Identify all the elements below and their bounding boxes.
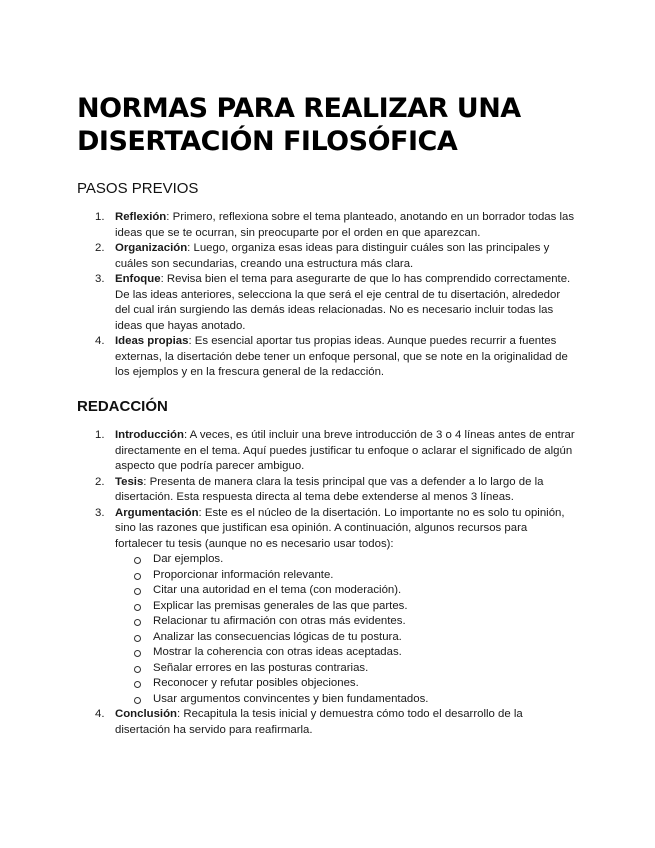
item-term: Introducción (115, 429, 184, 441)
list-item (95, 334, 577, 381)
sub-list-item (153, 614, 577, 630)
sub-list-item (153, 692, 577, 708)
sub-item-text: Reconocer y refutar posibles objeciones. (153, 677, 359, 689)
item-term: Reflexión (115, 211, 167, 223)
sub-item-text: Señalar errores en las posturas contrarias. (153, 661, 369, 674)
item-text: : Primero, reflexiona sobre el tema planteado, anotando en un borrador todas las ideas que se te ocurran, sin preocuparte por el orden en que aparezcan. (115, 211, 575, 239)
circle-bullet-icon (134, 681, 141, 688)
item-text: : Este es el núcleo de la disertación. Lo importante no es solo tu opinión, sino las razones que justifican esa opinión. A continuación, algunos recursos para fortalecer tu tesis (aunque no es necesario usar todos): (115, 506, 565, 550)
section-heading-pasos-previos: PASOS PREVIOS (77, 180, 199, 197)
sub-list-item (153, 552, 577, 568)
sub-list-item (153, 599, 577, 615)
sub-item-text: Proporcionar información relevante. (153, 568, 334, 581)
item-number: 1. (95, 211, 105, 223)
item-number: 3. (95, 273, 105, 285)
sub-item-text: Usar argumentos convincentes y bien fundamentados. (153, 692, 429, 705)
item-text: : Es esencial aportar tus propias ideas. Aunque puedes recurrir a fuentes externas, la disertación debe tener un enfoque personal, que se note en la originalidad de los ejemplos y en la frescura general de la redacción. (115, 335, 568, 378)
circle-bullet-icon (134, 635, 141, 642)
item-number: 2. (95, 242, 105, 254)
list-item (95, 428, 577, 475)
list-item (95, 210, 577, 241)
section-heading-redaccion: REDACCIÓN (77, 398, 168, 415)
sub-list-item (153, 676, 577, 692)
item-text: : Recapitula la tesis inicial y demuestra cómo todo el desarrollo de la disertación ha servido para reafirmarla. (115, 708, 523, 736)
item-number: 1. (95, 429, 105, 441)
circle-bullet-icon (134, 666, 141, 673)
item-term: Argumentación (115, 506, 199, 519)
item-text: : Revisa bien el tema para asegurarte de que lo has comprendido correctamente. De las ideas anteriores, selecciona la que será el eje central de tu disertación, alrededor del cual irán surgiendo las demás ideas relacionadas. No es necesario incluir todas las ideas que hayas anotado. (115, 273, 571, 332)
list-item (95, 707, 577, 738)
circle-bullet-icon (134, 619, 141, 626)
circle-bullet-icon (134, 588, 141, 595)
circle-bullet-icon (134, 573, 141, 580)
sub-item-text: Explicar las premisas generales de las que partes. (153, 599, 408, 612)
document-title: NORMAS PARA REALIZAR UNA DISERTACIÓN FILOSÓFICA (77, 93, 521, 157)
item-number: 2. (95, 475, 105, 488)
circle-bullet-icon (134, 604, 141, 611)
item-term: Enfoque (115, 273, 161, 285)
sub-list-item (153, 568, 577, 584)
sub-item-text: Dar ejemplos. (153, 553, 224, 565)
item-number: 4. (95, 708, 105, 720)
sub-item-text: Analizar las consecuencias lógicas de tu postura. (153, 630, 402, 643)
sub-item-text: Relacionar tu afirmación con otras más evidentes. (153, 615, 406, 627)
argument-resources-list (115, 552, 577, 707)
sub-list-item (153, 583, 577, 599)
list-item (95, 506, 577, 708)
item-term: Ideas propias (115, 335, 189, 347)
item-number: 4. (95, 335, 105, 347)
item-number: 3. (95, 506, 105, 519)
sub-item-text: Citar una autoridad en el tema (con moderación). (153, 584, 402, 596)
sub-list-item (153, 645, 577, 661)
item-text: : Presenta de manera clara la tesis principal que vas a defender a lo largo de la disertación. Esta respuesta directa al tema debe extenderse al menos 3 líneas. (115, 475, 544, 503)
item-term: Tesis (115, 475, 144, 488)
circle-bullet-icon (134, 697, 141, 704)
item-term: Organización (115, 242, 188, 254)
circle-bullet-icon (134, 557, 141, 564)
list-item (95, 272, 577, 334)
item-text: : Luego, organiza esas ideas para distinguir cuáles son las principales y cuáles son secundarias, creando una estructura más clara. (115, 242, 550, 270)
list-item (95, 241, 577, 272)
sub-list-item (153, 630, 577, 646)
item-text: : A veces, es útil incluir una breve introducción de 3 o 4 líneas antes de entrar directamente en el tema. Aquí puedes justificar tu enfoque o aclarar el significado de algún aspecto que podría parecer ambiguo. (115, 429, 575, 472)
sub-list-item (153, 661, 577, 677)
sub-item-text: Mostrar la coherencia con otras ideas aceptadas. (153, 646, 402, 658)
list-item (95, 475, 577, 506)
circle-bullet-icon (134, 650, 141, 657)
redaccion-list (95, 428, 577, 738)
pasos-previos-list (95, 210, 577, 381)
item-term: Conclusión (115, 708, 178, 720)
